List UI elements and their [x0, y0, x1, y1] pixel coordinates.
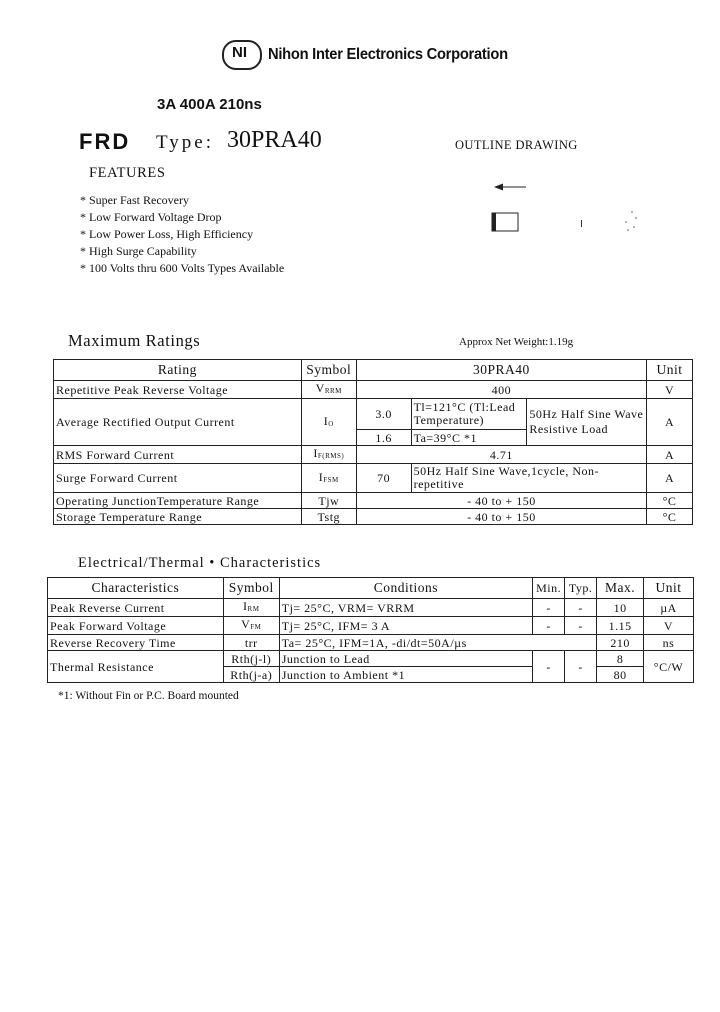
header-cell: Symbol [301, 360, 356, 381]
header-cell: 30PRA40 [356, 360, 646, 381]
rating-symbol: Tjw [301, 493, 356, 509]
table-row [48, 599, 694, 617]
header-cell: Min. [533, 578, 565, 599]
table-row [48, 651, 694, 667]
char-max: 210 [597, 635, 644, 651]
char-symbol: $I_{RM}$ [223, 599, 279, 617]
header-cell: Conditions [279, 578, 532, 599]
net-weight-note: Approx Net Weight:1.19g [459, 336, 574, 348]
char-max: 10 [597, 599, 644, 617]
char-symbol: Rth(j-a) [223, 667, 279, 683]
rating-condition: 50Hz Half Sine Wave,1cycle, Non-repetitive [411, 464, 646, 493]
rating-symbol: Tstg [301, 509, 356, 525]
type-value: 30PRA40 [227, 127, 322, 153]
rating-value: 400 [356, 381, 646, 399]
table-header-row [48, 578, 694, 599]
rating-condition: Tl=121°C (Tl:Lead Temperature) [411, 399, 527, 430]
char-typ: - [565, 651, 597, 683]
char-name: Thermal Resistance [48, 651, 224, 683]
char-name: Peak Forward Voltage [48, 617, 224, 635]
dot-cluster-icon [622, 210, 640, 232]
company-logo [222, 40, 262, 70]
char-conditions: Tj= 25°C, VRM= VRRM [279, 599, 532, 617]
rating-unit: A [647, 464, 693, 493]
rating-shared-condition: 50Hz Half Sine Wave Resistive Load [527, 399, 647, 446]
spec-line: 3A 400A 210ns [157, 96, 262, 113]
rating-value: 3.0 [356, 399, 411, 430]
char-conditions: Tj= 25°C, IFM= 3 A [279, 617, 532, 635]
char-max: 80 [597, 667, 644, 683]
char-conditions: Junction to Ambient *1 [279, 667, 532, 683]
table-row [54, 509, 693, 525]
feature-item: * High Surge Capability [80, 243, 284, 260]
table-row [54, 381, 693, 399]
series-label: FRD [79, 129, 131, 154]
table-row [54, 464, 693, 493]
rating-value: 4.71 [356, 446, 646, 464]
rating-value: - 40 to + 150 [356, 509, 646, 525]
feature-item: * Low Power Loss, High Efficiency [80, 226, 284, 243]
table-row [48, 635, 694, 651]
char-name: Reverse Recovery Time [48, 635, 224, 651]
rating-name: Storage Temperature Range [54, 509, 302, 525]
company-header [222, 40, 529, 70]
char-unit: °C/W [644, 651, 694, 683]
rating-unit: A [647, 399, 693, 446]
header-cell: Max. [597, 578, 644, 599]
header-cell: Characteristics [48, 578, 224, 599]
rating-unit: V [647, 381, 693, 399]
rating-value: 70 [356, 464, 411, 493]
type-label: Type: [156, 132, 214, 153]
diode-body-icon [491, 212, 519, 232]
max-ratings-title: Maximum Ratings [68, 331, 201, 350]
feature-item: * 100 Volts thru 600 Volts Types Available [80, 260, 284, 277]
rating-name: Repetitive Peak Reverse Voltage [54, 381, 302, 399]
max-ratings-table [53, 359, 693, 525]
char-typ: - [565, 617, 597, 635]
char-symbol: $V_{FM}$ [223, 617, 279, 635]
table-header-row [54, 360, 693, 381]
footnote: *1: Without Fin or P.C. Board mounted [58, 690, 239, 702]
rating-unit: °C [647, 509, 693, 525]
header-cell: Symbol [223, 578, 279, 599]
header-cell: Typ. [565, 578, 597, 599]
table-row [54, 446, 693, 464]
header-cell: Unit [644, 578, 694, 599]
char-min: - [533, 599, 565, 617]
char-symbol: Rth(j-l) [223, 651, 279, 667]
char-min: - [533, 651, 565, 683]
rating-unit: A [647, 446, 693, 464]
rating-symbol: $I_{F(RMS)}$ [301, 446, 356, 464]
rating-name: RMS Forward Current [54, 446, 302, 464]
char-unit: µA [644, 599, 694, 617]
rating-value: 1.6 [356, 430, 411, 446]
feature-item: * Low Forward Voltage Drop [80, 209, 284, 226]
rating-symbol: $I_{FSM}$ [301, 464, 356, 493]
features-list [80, 192, 284, 277]
features-title: FEATURES [89, 165, 166, 181]
table-row [54, 493, 693, 509]
arrow-left-icon [494, 181, 526, 193]
char-unit: V [644, 617, 694, 635]
rating-unit: °C [647, 493, 693, 509]
electrical-table [47, 577, 694, 683]
char-min: - [533, 617, 565, 635]
electrical-title: Electrical/Thermal • Characteristics [78, 555, 322, 571]
char-name: Peak Reverse Current [48, 599, 224, 617]
char-max: 8 [597, 651, 644, 667]
table-row [48, 617, 694, 635]
rating-condition: Ta=39°C *1 [411, 430, 527, 446]
logo-text: NI [232, 44, 247, 61]
char-conditions: Ta= 25°C, IFM=1A, -di/dt=50A/µs [279, 635, 596, 651]
rating-value: - 40 to + 150 [356, 493, 646, 509]
tick-mark [581, 220, 582, 227]
char-max: 1.15 [597, 617, 644, 635]
feature-item: * Super Fast Recovery [80, 192, 284, 209]
table-row [54, 399, 693, 430]
rating-name: Operating JunctionTemperature Range [54, 493, 302, 509]
char-typ: - [565, 599, 597, 617]
rating-name: Average Rectified Output Current [54, 399, 302, 446]
rating-symbol: $I_O$ [301, 399, 356, 446]
header-cell: Rating [54, 360, 302, 381]
char-conditions: Junction to Lead [279, 651, 532, 667]
outline-drawing-label: OUTLINE DRAWING [455, 138, 578, 152]
company-name: Nihon Inter Electronics Corporation [268, 46, 508, 63]
rating-symbol: $V_{RRM}$ [301, 381, 356, 399]
rating-name: Surge Forward Current [54, 464, 302, 493]
char-symbol: trr [223, 635, 279, 651]
header-cell: Unit [647, 360, 693, 381]
char-unit: ns [644, 635, 694, 651]
